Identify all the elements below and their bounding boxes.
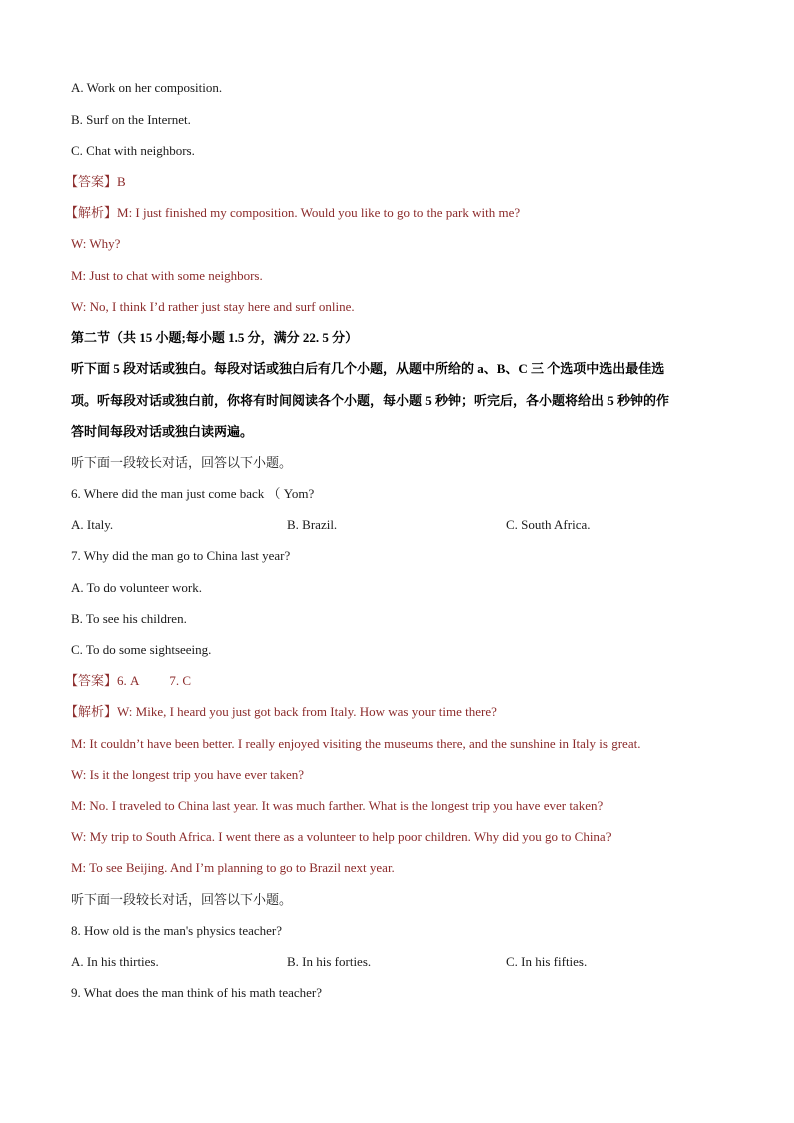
q6-option-c: C. South Africa.	[506, 517, 591, 532]
q5-option-c: C. Chat with neighbors.	[71, 143, 195, 158]
group-2-intro: 听下面一段较长对话，回答以下小题。	[71, 892, 293, 907]
q6-option-a: A. Italy.	[71, 517, 114, 532]
q9-stem: 9. What does the man think of his math teacher?	[71, 985, 323, 1000]
answer-1	[65, 174, 126, 190]
analysis-tag: 【解析】	[65, 205, 118, 220]
answer-tag: 【答案】	[65, 174, 118, 189]
q8-stem: 8. How old is the man's physics teacher?	[71, 923, 283, 938]
analysis-1-line-2: W: Why?	[71, 236, 121, 251]
section-2-instruction-1: 听下面 5 段对话或独白。每段对话或独白后有几个小题，从题中所给的 a、B、C 三 个选项中选出最佳选	[71, 361, 665, 376]
analysis-2-line-1	[65, 704, 497, 720]
answer-2	[65, 673, 192, 689]
analysis-text: M: I just finished my composition. Would you like to go to the park with me?	[117, 205, 521, 220]
analysis-2-line-6: M: To see Beijing. And I’m planning to go to Brazil next year.	[71, 860, 395, 875]
answer-value: B	[117, 174, 126, 189]
q7-option-a: A. To do volunteer work.	[71, 580, 202, 595]
analysis-1-line-3: M: Just to chat with some neighbors.	[71, 268, 263, 283]
analysis-1-line-4: W: No, I think I’d rather just stay here and surf online.	[71, 299, 355, 314]
section-2-title: 第二节（共 15 小题;每小题 1.5 分，满分 22. 5 分）	[71, 330, 359, 345]
q7-stem: 7. Why did the man go to China last year?	[71, 548, 291, 563]
group-1-intro: 听下面一段较长对话，回答以下小题。	[71, 455, 293, 470]
analysis-text: W: Mike, I heard you just got back from Italy. How was your time there?	[117, 704, 497, 719]
q8-option-a: A. In his thirties.	[71, 954, 159, 969]
analysis-2-line-2: M: It couldn’t have been better. I really enjoyed visiting the museums there, and the sunshine in Italy is great.	[71, 736, 641, 751]
section-2-instruction-2: 项。听每段对话或独白前，你将有时间阅读各个小题，每小题 5 秒钟；听完后，各小题将给出 5 秒钟的作	[71, 393, 670, 408]
q5-option-b: B. Surf on the Internet.	[71, 112, 191, 127]
analysis-2-line-5: W: My trip to South Africa. I went there as a volunteer to help poor children. Why did you go to China?	[71, 829, 612, 844]
q6-stem: 6. Where did the man just come back （ Yom?	[71, 486, 315, 501]
q7-option-b: B. To see his children.	[71, 611, 187, 626]
q7-option-c: C. To do some sightseeing.	[71, 642, 212, 657]
answer-7: 7. C	[169, 673, 192, 688]
q5-option-a: A. Work on her composition.	[71, 80, 223, 95]
q8-option-b: B. In his forties.	[287, 954, 372, 969]
analysis-2-line-4: M: No. I traveled to China last year. It was much farther. What is the longest trip you have ever taken?	[71, 798, 604, 813]
answer-tag: 【答案】	[65, 673, 118, 688]
q8-option-c: C. In his fifties.	[506, 954, 588, 969]
section-2-instruction-3: 答时间每段对话或独白读两遍。	[71, 424, 254, 439]
answer-6: 6. A	[117, 673, 140, 688]
analysis-2-line-3: W: Is it the longest trip you have ever taken?	[71, 767, 305, 782]
analysis-tag: 【解析】	[65, 704, 118, 719]
analysis-1-line-1	[65, 205, 521, 221]
q6-option-b: B. Brazil.	[287, 517, 338, 532]
